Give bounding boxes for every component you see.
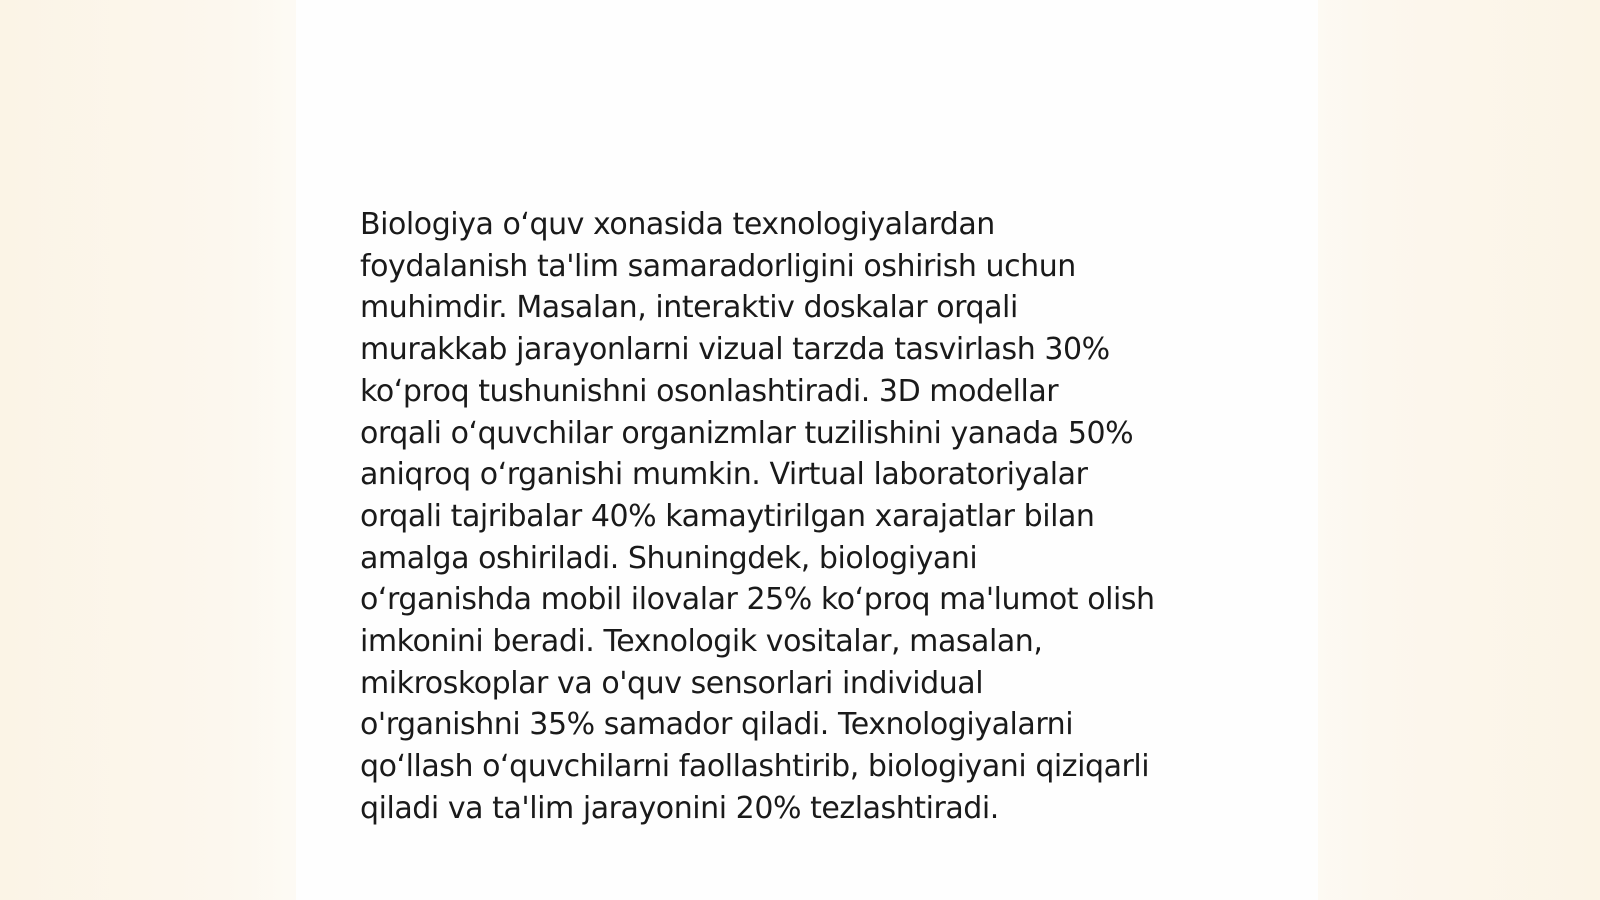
paragraph-line: o'rganishni 35% samador qiladi. Texnologiyalarni [360, 707, 1074, 743]
paragraph-line: foydalanish ta'lim samaradorligini oshirish uchun [360, 248, 1076, 284]
body-paragraph [360, 204, 1260, 830]
paragraph-line: mikroskoplar va o'quv sensorlari individual [360, 665, 984, 701]
paragraph-line: qo‘llash o‘quvchilarni faollashtirib, biologiyani qiziqarli [360, 749, 1150, 785]
paragraph-line: muhimdir. Masalan, interaktiv doskalar orqali [360, 290, 1018, 326]
paragraph-line: o‘rganishda mobil ilovalar 25% ko‘proq ma'lumot olish [360, 582, 1155, 618]
paragraph-line: Biologiya o‘quv xonasida texnologiyalardan [360, 207, 995, 242]
paragraph-line: orqali o‘quvchilar organizmlar tuzilishini yanada 50% [360, 415, 1134, 451]
slide-page [296, 0, 1318, 900]
paragraph-line: orqali tajribalar 40% kamaytirilgan xarajatlar bilan [360, 498, 1095, 534]
paragraph-line: ko‘proq tushunishni osonlashtiradi. 3D modellar [360, 373, 1059, 409]
paragraph-line: murakkab jarayonlarni vizual tarzda tasvirlash 30% [360, 332, 1110, 368]
paragraph-line: amalga oshiriladi. Shuningdek, biologiyani [360, 540, 978, 576]
paragraph-line: aniqroq o‘rganishi mumkin. Virtual laboratoriyalar [360, 457, 1088, 493]
paragraph-line: imkonini beradi. Texnologik vositalar, masalan, [360, 624, 1043, 660]
paragraph-line: qiladi va ta'lim jarayonini 20% tezlashtiradi. [360, 790, 999, 826]
